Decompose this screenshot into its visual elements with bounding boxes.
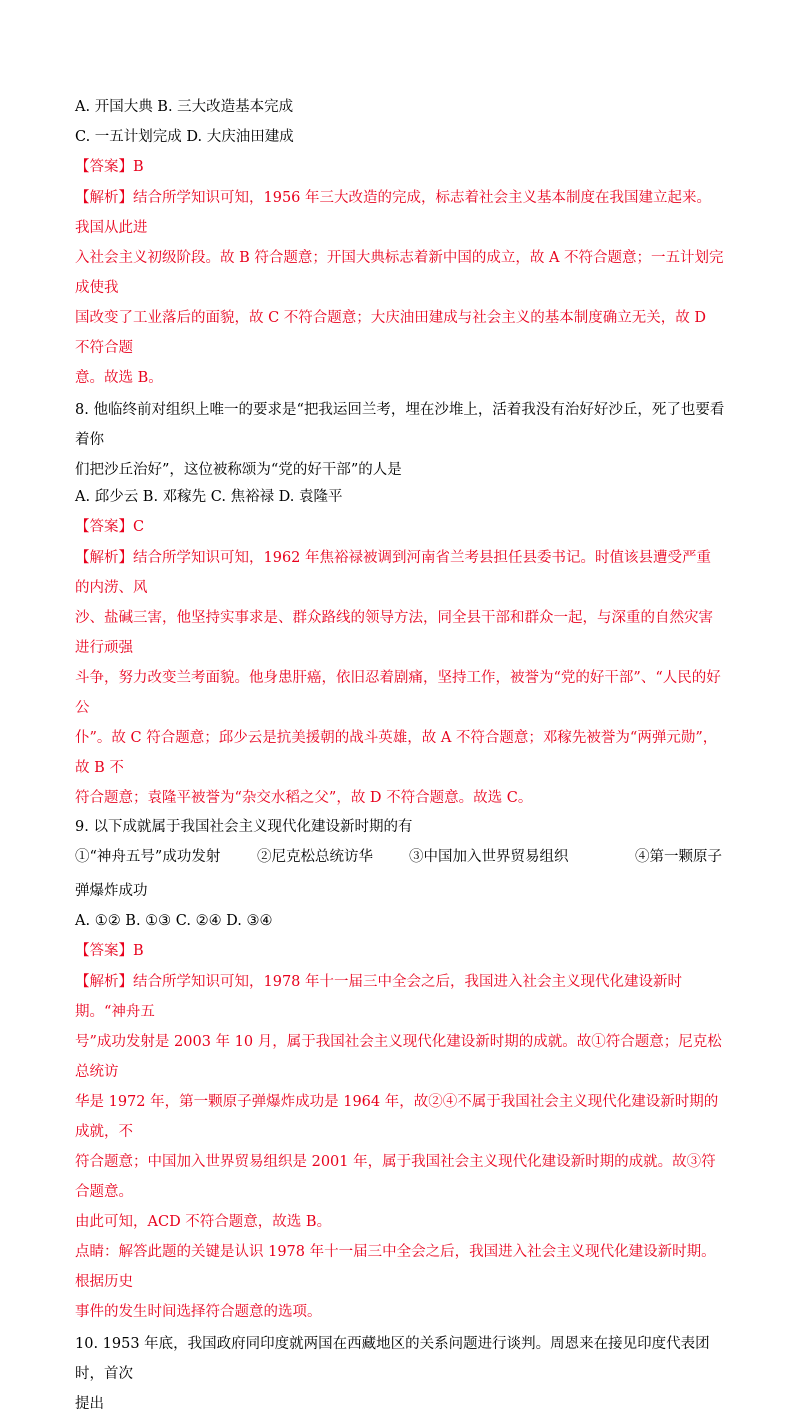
q7-answer: 【答案】B [75, 159, 144, 175]
q8-analysis-line: 斗争，努力改变兰考面貌。他身患肝癌，依旧忍着剧痛，坚持工作，被誉为“党的好干部”、“人民的好公 [75, 670, 721, 716]
q10-stem-line: 10. 1953 年底，我国政府同印度就两国在西藏地区的关系问题进行谈判。周恩来在接见印度代表团时，首次 [75, 1336, 710, 1382]
q10-stem-line: 提出 [75, 1396, 104, 1412]
q9-analysis-line: 符合题意；中国加入世界贸易组织是 2001 年，属于我国社会主义现代化建设新时期的成就。故③符合题意。 [75, 1154, 716, 1200]
q8-analysis-line: 仆”。故 C 符合题意；邱少云是抗美援朝的战斗英雄，故 A 不符合题意；邓稼先被誉为“两弹元勋”，故 B 不 [75, 730, 718, 776]
q9-analysis-line: 【解析】结合所学知识可知，1978 年十一届三中全会之后，我国进入社会主义现代化建设新时期。“神舟五 [75, 974, 683, 1020]
q7-options-line2: C. 一五计划完成 D. 大庆油田建成 [75, 129, 294, 145]
q9-stem: 9. 以下成就属于我国社会主义现代化建设新时期的有 [75, 819, 413, 835]
q9-answer: 【答案】B [75, 943, 144, 959]
q7-analysis [75, 183, 725, 393]
q7-analysis-line: 国改变了工业落后的面貌，故 C 不符合题意；大庆油田建成与社会主义的基本制度确立无关，故 D 不符合题 [75, 310, 707, 356]
q10-stem [75, 1329, 725, 1419]
q7-analysis-line: 意。故选 B。 [75, 370, 163, 386]
q9-item: ③中国加入世界贸易组织 [409, 849, 569, 865]
q8-answer: 【答案】C [75, 519, 145, 535]
q9-items [75, 845, 725, 869]
q9-item: ④第一颗原子 [635, 849, 722, 865]
q8-stem-line: 们把沙丘治好”，这位被称颂为“党的好干部”的人是 [75, 462, 402, 478]
q9-tip-line: 事件的发生时间选择符合题意的选项。 [75, 1304, 322, 1320]
q9-analysis [75, 967, 725, 1327]
q9-tip-line: 点睛：解答此题的关键是认识 1978 年十一届三中全会之后，我国进入社会主义现代化建设新时期。根据历史 [75, 1244, 716, 1290]
q9-item-continued: 弹爆炸成功 [75, 883, 148, 899]
q8-analysis-line: 符合题意；袁隆平被誉为“杂交水稻之父”，故 D 不符合题意。故选 C。 [75, 790, 533, 806]
q8-analysis-line: 【解析】结合所学知识可知，1962 年焦裕禄被调到河南省兰考县担任县委书记。时值该县遭受严重的内涝、风 [75, 550, 712, 596]
q7-analysis-line: 入社会主义初级阶段。故 B 符合题意；开国大典标志着新中国的成立，故 A 不符合题意；一五计划完成使我 [75, 250, 724, 296]
q9-analysis-line: 由此可知，ACD 不符合题意，故选 B。 [75, 1214, 332, 1230]
q8-options: A. 邱少云 B. 邓稼先 C. 焦裕禄 D. 袁隆平 [75, 489, 343, 505]
q8-analysis [75, 543, 725, 813]
q9-item: ①“神舟五号”成功发射 [75, 849, 221, 865]
q9-analysis-line: 华是 1972 年，第一颗原子弹爆炸成功是 1964 年，故②④不属于我国社会主义现代化建设新时期的成就，不 [75, 1094, 719, 1140]
page-content [75, 95, 725, 1419]
q8-analysis-line: 沙、盐碱三害，他坚持实事求是、群众路线的领导方法，同全县干部和群众一起，与深重的自然灾害进行顽强 [75, 610, 713, 656]
q9-analysis-line: 号”成功发射是 2003 年 10 月，属于我国社会主义现代化建设新时期的成就。故①符合题意；尼克松总统访 [75, 1034, 722, 1080]
q7-analysis-line: 【解析】结合所学知识可知，1956 年三大改造的完成，标志着社会主义基本制度在我国建立起来。我国从此进 [75, 190, 712, 236]
q7-options-line1: A. 开国大典 B. 三大改造基本完成 [75, 99, 294, 115]
q9-item: ②尼克松总统访华 [257, 849, 373, 865]
q8-stem-line: 8. 他临终前对组织上唯一的要求是“把我运回兰考，埋在沙堆上，活着我没有治好好沙丘，死了也要看着你 [75, 402, 725, 448]
q8-stem [75, 395, 725, 485]
q9-options: A. ①② B. ①③ C. ②④ D. ③④ [75, 913, 273, 929]
